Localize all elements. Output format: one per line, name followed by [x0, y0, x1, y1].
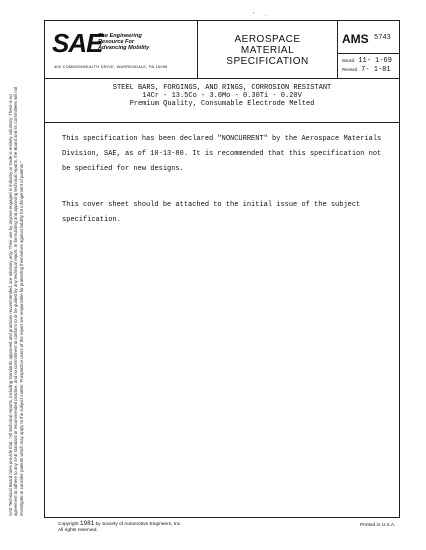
spec-subject	[44, 84, 400, 108]
divider	[44, 122, 400, 123]
tagline-line: Resource For	[98, 39, 135, 46]
subject-line: Premium Quality, Consumable Electrode Melted	[129, 100, 315, 108]
printed-in: Printed in U.S.A.	[360, 523, 396, 528]
subject-line: STEEL BARS, FORGINGS, AND RINGS, CORROSION RESISTANT	[112, 84, 332, 92]
top-marks: ' .	[253, 12, 272, 18]
sae-board-disclaimer: SAE Technical Board rules provide that: "All technical reports, including standards approved and practices recommended, are advisory only. Their use by anyone engaged in industry or trade is entirely voluntary. There is no agreement to adhere to any SAE standard or recommended practice, and no commitment to conform to or be guided by any technical report. In formulating and approving technical reports, the Board and its Committees will not investigate or consider patents which may apply to the subject matter. Prospective users of the report are responsible for protecting themselves against liability for infringement of patents."	[8, 86, 24, 516]
revised-label: Revised	[342, 67, 358, 72]
subject-line: 14Cr - 13.5Co - 3.0Mo - 0.30Ti - 0.20V	[142, 92, 302, 100]
copyright-line	[58, 521, 181, 528]
sae-branding	[44, 20, 198, 78]
title-line: SPECIFICATION	[226, 56, 309, 67]
divider	[44, 78, 400, 79]
tagline-line: Advancing Mobility	[98, 45, 150, 52]
title-line: MATERIAL	[240, 45, 295, 56]
issued-row	[342, 57, 392, 65]
sae-address: 400 COMMONWEALTH DRIVE, WARRENDALE, PA 15096	[54, 65, 168, 69]
ams-label: AMS	[342, 32, 369, 46]
issued-value: 11- 1-69	[358, 57, 392, 65]
copyright-year: 1981	[79, 520, 95, 527]
rights-reserved: All rights reserved.	[58, 527, 98, 533]
issued-label: Issued	[342, 58, 355, 63]
copyright-suffix: by Society of Automotive Engineers, Inc.	[95, 522, 182, 527]
document-header	[44, 20, 400, 78]
divider	[338, 53, 400, 54]
revised-row	[342, 66, 391, 74]
noncurrent-notice: This specification has been declared "NONCURRENT" by the Aerospace Materials Division, SAE, as of 10-13-80. It is recommended that this specification not be specified for new designs.	[62, 135, 382, 173]
sae-logo: SAE	[52, 28, 103, 58]
spec-title	[198, 20, 338, 78]
sae-tagline	[98, 33, 158, 52]
copyright-prefix: Copyright	[58, 522, 79, 527]
ams-number: 5743	[374, 34, 391, 42]
tagline-line: The Engineering	[98, 33, 142, 39]
title-line: AEROSPACE	[234, 34, 301, 45]
ams-block	[338, 20, 400, 78]
copyright-notice	[58, 521, 181, 533]
revised-value: 7- 1-81	[361, 66, 391, 74]
cover-sheet-notice: This cover sheet should be attached to the initial issue of the subject specification.	[62, 201, 361, 224]
